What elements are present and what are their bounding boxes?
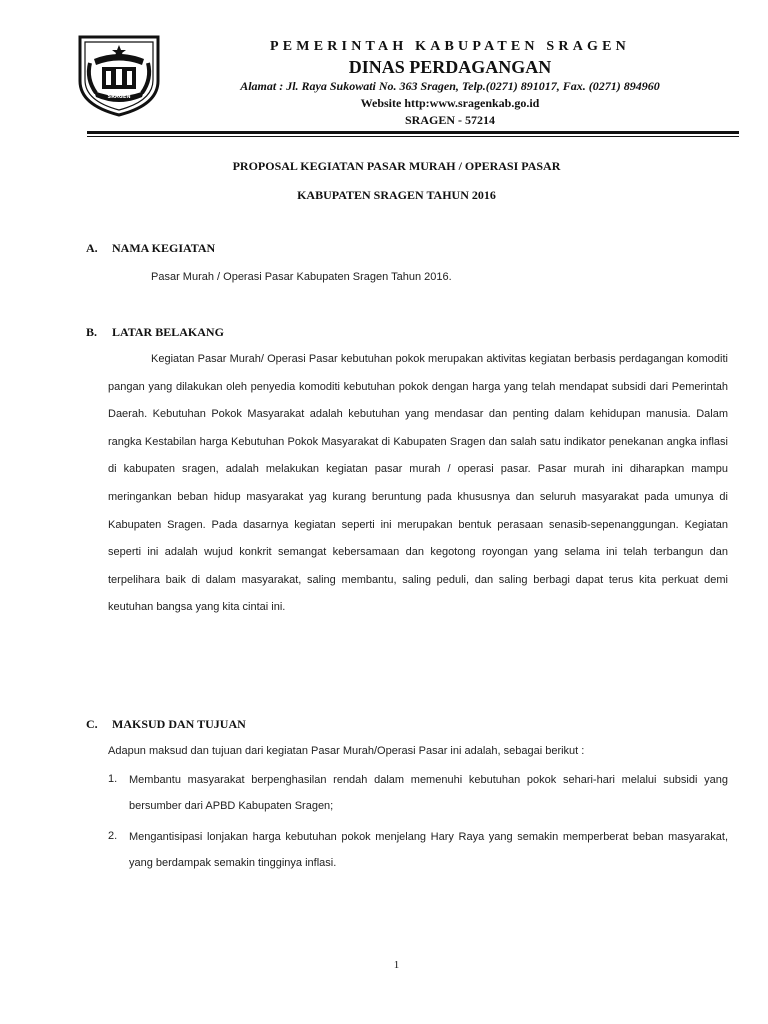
section-a-title: NAMA KEGIATAN: [112, 241, 216, 255]
section-b-paragraph: [108, 346, 728, 622]
section-a-heading: [86, 241, 215, 256]
section-a-text: Pasar Murah / Operasi Pasar Kabupaten Sragen Tahun 2016.: [151, 271, 452, 283]
list-item-text: Mengantisipasi lonjakan harga kebutuhan pokok menjelang Hary Raya yang semakin memperberat beban masyarakat, yang berdampak semakin tingginya inflasi.: [129, 831, 728, 869]
regency-emblem-icon: [76, 31, 162, 117]
list-item-number: 1.: [108, 773, 118, 785]
city-postcode: SRAGEN - 57214: [404, 113, 495, 127]
letterhead: [170, 38, 730, 129]
section-b-heading: [86, 325, 224, 340]
letterhead-divider-thick: [87, 131, 739, 134]
section-c-heading: [86, 717, 246, 732]
section-b-title: LATAR BELAKANG: [112, 325, 224, 339]
website-line: Website http:www.sragenkab.go.id: [360, 96, 540, 110]
section-c-intro: Adapun maksud dan tujuan dari kegiatan Pasar Murah/Operasi Pasar ini adalah, sebagai berikut :: [108, 745, 585, 757]
government-name: PEMERINTAH KABUPATEN SRAGEN: [270, 39, 630, 54]
emblem-ribbon-text: SRAGEN: [107, 94, 131, 100]
document-title: PROPOSAL KEGIATAN PASAR MURAH / OPERASI PASAR: [232, 159, 561, 173]
section-b-paragraph-text: Kegiatan Pasar Murah/ Operasi Pasar kebutuhan pokok merupakan aktivitas kegiatan berbasis perdagangan komoditi pangan yang dilakukan oleh penyedia komoditi kebutuhan pokok dengan harga yang telah mendapat subsidi dari Pemerintah Daerah. Kebutuhan Pokok Masyarakat adalah kebutuhan yang mendasar dan penting dalam kehidupan manusia. Dalam rangka Kestabilan harga Kebutuhan Pokok Masyarakat di Kabupaten Sragen dan salah satu indikator penekanan angka inflasi di kabupaten sragen, adalah melakukan kegiatan pasar murah / operasi pasar. Pasar murah ini diharapkan mampu meringankan beban hidup masyarakat yag kurang beruntung pada khususnya dan seluruh masyarakat pada umunya di Kabupaten Sragen. Pada dasarnya kegiatan seperti ini merupakan bentuk perasaan senasib-sepenanggungan. Kegiatan seperti ini adalah wujud konkrit semangat kebersamaan dan kegotong royongan yang selama ini telah terbangun dan terpelihara baik di dalam masyarakat, saling membantu, saling peduli, dan saling berbagi dapat terus kita perkuat demi keutuhan bangsa yang kita cintai ini.: [108, 353, 728, 614]
section-c-label: C.: [86, 717, 98, 731]
section-a-label: A.: [86, 241, 98, 255]
address-line: Alamat : Jl. Raya Sukowati No. 363 Sragen, Telp.(0271) 891017, Fax. (0271) 894960: [240, 79, 660, 93]
document-subtitle: KABUPATEN SRAGEN TAHUN 2016: [297, 188, 496, 202]
section-c-title: MAKSUD DAN TUJUAN: [112, 717, 246, 731]
department-name: DINAS PERDAGANGAN: [348, 57, 552, 77]
page-number: 1: [393, 959, 400, 971]
section-b-label: B.: [86, 325, 98, 339]
letterhead-divider-thin: [87, 136, 739, 137]
list-item-number: 2.: [108, 830, 118, 842]
list-item-text: Membantu masyarakat berpenghasilan rendah dalam memenuhi kebutuhan pokok sehari-hari melalui subsidi yang bersumber dari APBD Kabupaten Sragen;: [129, 774, 728, 812]
